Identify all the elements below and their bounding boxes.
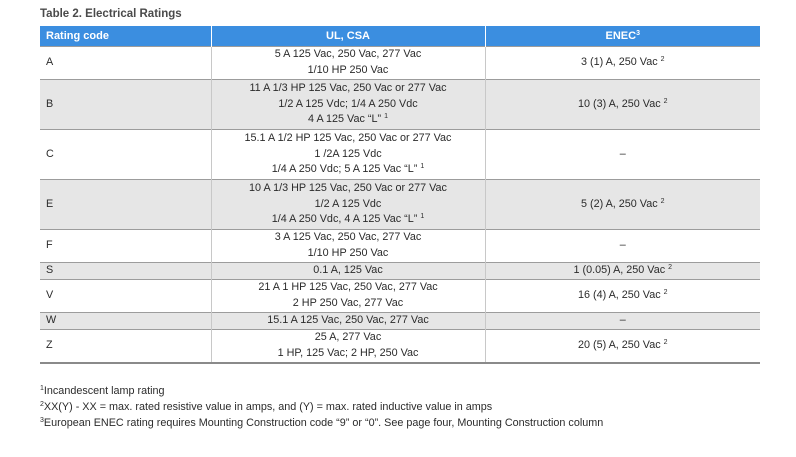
enec-value: 20 (5) A, 250 Vac [577, 338, 664, 351]
header-rating-code: Rating code [40, 26, 211, 47]
footnote-text: XX(Y) - XX = max. rated resistive value in amps, and (Y) = max. rated inductive value in amps [43, 401, 493, 413]
ul-csa-line [218, 63, 479, 79]
ul-csa-line-text: 15.1 A 1/2 HP 125 Vac, 250 Vac or 277 Vac [244, 131, 452, 144]
table-row [40, 80, 760, 130]
rating-code-cell: V [40, 280, 211, 313]
enec-cell [485, 263, 760, 280]
ul-csa-cell [211, 80, 485, 130]
rating-code-cell: E [40, 180, 211, 230]
ul-csa-line-text: 5 A 125 Vac, 250 Vac, 277 Vac [274, 48, 422, 61]
footnote [40, 415, 603, 431]
ul-csa-cell [211, 230, 485, 263]
ul-csa-line-text: 2 HP 250 Vac, 277 Vac [292, 297, 404, 309]
ul-csa-line-text: 1/2 A 125 Vdc [314, 197, 382, 210]
footnote-mark: 1 [420, 163, 425, 171]
footnote-mark: 2 [663, 97, 668, 105]
ul-csa-line-text: 15.1 A 125 Vac, 250 Vac, 277 Vac [267, 314, 429, 327]
enec-cell [485, 130, 760, 180]
footnote-mark: 1 [420, 213, 425, 221]
ul-csa-line [218, 97, 479, 113]
table-row [40, 313, 760, 330]
table-header-row [40, 26, 760, 47]
footnotes [40, 383, 603, 431]
header-ul-csa: UL, CSA [211, 26, 485, 47]
ul-csa-line [218, 263, 479, 279]
enec-cell [485, 330, 760, 363]
footnote-text: European ENEC rating requires Mounting Construction code “9” or “0”. See page four, Mounting Construction column [43, 417, 604, 429]
ul-csa-line-text: 1 /2A 125 Vdc [314, 147, 382, 160]
ul-csa-line-text: 25 A, 277 Vac [314, 331, 382, 343]
enec-value: 16 (4) A, 250 Vac [577, 289, 664, 302]
rating-code-cell: C [40, 130, 211, 180]
enec-value: 5 (2) A, 250 Vac [580, 197, 661, 210]
ul-csa-line [218, 212, 479, 228]
ul-csa-line [218, 313, 479, 329]
footnote-mark: 2 [663, 289, 668, 297]
enec-cell [485, 80, 760, 130]
ul-csa-line [218, 246, 479, 262]
ul-csa-line [218, 131, 479, 147]
ul-csa-line [218, 112, 479, 128]
ul-csa-cell [211, 130, 485, 180]
footnote-mark: 2 [660, 197, 665, 205]
table-row [40, 263, 760, 280]
header-enec-label: ENEC [605, 30, 637, 42]
rating-code-cell: Z [40, 330, 211, 363]
header-enec [485, 26, 760, 47]
rating-code-cell: S [40, 263, 211, 280]
table-row [40, 280, 760, 313]
enec-cell [485, 280, 760, 313]
enec-cell [485, 47, 760, 80]
ul-csa-line [218, 230, 479, 246]
table-row [40, 47, 760, 80]
ul-csa-line-text: 1/4 A 250 Vdc, 4 A 125 Vac “L” [271, 213, 421, 226]
ul-csa-line [218, 81, 479, 97]
rating-code-cell: A [40, 47, 211, 80]
table-row [40, 130, 760, 180]
footnote-mark: 2 [660, 56, 665, 64]
ul-csa-cell [211, 280, 485, 313]
ul-csa-line-text: 21 A 1 HP 125 Vac, 250 Vac, 277 Vac [258, 281, 438, 294]
table-row [40, 230, 760, 263]
ul-csa-line [218, 147, 479, 163]
ul-csa-line-text: 4 A 125 Vac “L” [308, 113, 385, 126]
table-caption: Table 2. Electrical Ratings [40, 8, 182, 20]
ul-csa-line-text: 11 A 1/3 HP 125 Vac, 250 Vac or 277 Vac [249, 81, 447, 94]
ul-csa-line-text: 1/4 A 250 Vdc; 5 A 125 Vac “L” [271, 163, 421, 176]
ul-csa-line [218, 346, 479, 362]
ul-csa-line-text: 10 A 1/3 HP 125 Vac, 250 Vac or 277 Vac [249, 181, 447, 194]
electrical-ratings-table [40, 26, 760, 364]
enec-value: 1 (0.05) A, 250 Vac [573, 264, 669, 277]
table-row [40, 330, 760, 363]
ul-csa-line [218, 330, 479, 346]
footnote-mark: 2 [663, 338, 668, 346]
ul-csa-line [218, 162, 479, 178]
footnote-text: Incandescent lamp rating [43, 385, 165, 397]
footnote [40, 383, 603, 399]
enec-value: – [619, 314, 626, 327]
ul-csa-cell [211, 330, 485, 363]
ul-csa-cell [211, 180, 485, 230]
rating-code-cell: F [40, 230, 211, 263]
ul-csa-line [218, 296, 479, 312]
ul-csa-cell [211, 263, 485, 280]
ul-csa-line-text: 0.1 A, 125 Vac [313, 264, 383, 277]
footnote-mark: 2 [668, 264, 673, 272]
ul-csa-line-text: 3 A 125 Vac, 250 Vac, 277 Vac [274, 231, 422, 244]
enec-cell [485, 230, 760, 263]
enec-value: 3 (1) A, 250 Vac [580, 56, 661, 69]
ul-csa-line [218, 197, 479, 213]
ul-csa-line-text: 1/2 A 125 Vdc; 1/4 A 250 Vdc [278, 97, 418, 110]
enec-cell [485, 313, 760, 330]
ul-csa-cell [211, 313, 485, 330]
enec-value: 10 (3) A, 250 Vac [577, 97, 664, 110]
enec-value: – [619, 239, 626, 252]
ul-csa-line-text: 1 HP, 125 Vac; 2 HP, 250 Vac [277, 346, 419, 359]
enec-cell [485, 180, 760, 230]
rating-code-cell: W [40, 313, 211, 330]
footnote [40, 399, 603, 415]
footnote-mark: 2 [40, 401, 44, 408]
header-enec-footnote-mark: 3 [636, 30, 640, 37]
ul-csa-cell [211, 47, 485, 80]
ul-csa-line-text: 1/10 HP 250 Vac [307, 64, 389, 76]
ul-csa-line-text: 1/10 HP 250 Vac [307, 247, 389, 259]
rating-code-cell: B [40, 80, 211, 130]
ul-csa-line [218, 280, 479, 296]
enec-value: – [619, 147, 626, 160]
ul-csa-line [218, 47, 479, 63]
footnote-mark: 3 [40, 417, 44, 424]
footnote-mark: 1 [40, 385, 44, 392]
table-row [40, 180, 760, 230]
footnote-mark: 1 [384, 113, 388, 121]
ul-csa-line [218, 181, 479, 197]
